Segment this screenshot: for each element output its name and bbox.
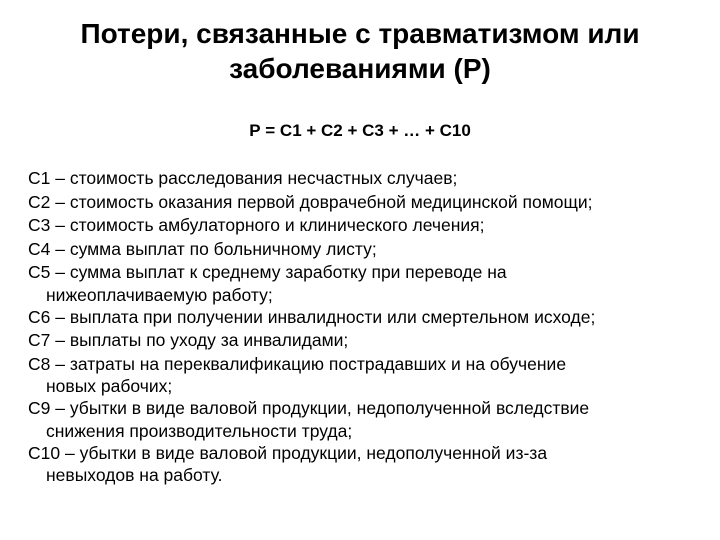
cost-item-text-continued: нижеоплачиваемую работу; [46,284,273,305]
cost-item-c10 [28,442,718,487]
cost-item-text: – затраты на переквалификацию пострадавших и на обучение [55,353,567,374]
cost-item-code: С5 [28,262,51,282]
cost-item-text: – сумма выплат по больничному листу; [55,238,377,259]
cost-item-c9 [28,397,718,442]
cost-item-text: – убытки в виде валовой продукции, недополученной вследствие [55,398,590,418]
cost-item-text: – стоимость оказания первой доврачебной медицинской помощи; [55,191,593,212]
cost-item-code: С10 [28,442,61,463]
cost-item-text: – сумма выплат к среднему заработку при переводе на [55,262,507,282]
cost-component-list [28,167,718,486]
cost-item-c2 [28,191,718,215]
cost-item-c4 [28,238,718,262]
cost-item-code: С7 [28,330,51,350]
cost-item-code: С9 [28,398,51,418]
cost-item-code: С8 [28,353,51,374]
cost-item-c1 [28,167,718,191]
cost-item-text-continued: снижения производительности труда; [46,420,353,441]
cost-item-text-continued: невыходов на работу. [46,465,223,485]
slide-title-line-2: заболеваниями (Р) [229,53,491,84]
cost-item-text: – убытки в виде валовой продукции, недополученной из-за [64,442,548,463]
cost-item-c3 [28,214,718,238]
cost-item-c7 [28,329,718,353]
cost-item-text: – выплаты по уходу за инвалидами; [55,330,349,350]
slide-title [20,16,700,86]
slide-title-line-1: Потери, связанные с травматизмом или [80,18,640,49]
cost-item-code: С1 [28,168,51,188]
cost-item-c8 [28,353,718,398]
cost-item-text-continued: новых рабочих; [46,376,173,396]
cost-item-text: – выплата при получении инвалидности или смертельном исходе; [55,306,596,327]
cost-item-code: С4 [28,238,51,259]
cost-item-c6 [28,306,718,330]
cost-item-code: С3 [28,215,51,235]
cost-item-code: С6 [28,306,51,327]
cost-item-c5 [28,261,718,306]
cost-item-text: – стоимость амбулаторного и клинического лечения; [55,215,485,235]
cost-item-text: – стоимость расследования несчастных случаев; [55,168,458,188]
cost-item-code: С2 [28,191,51,212]
loss-formula: Р = С1 + С2 + С3 + … + С10 [249,121,471,140]
